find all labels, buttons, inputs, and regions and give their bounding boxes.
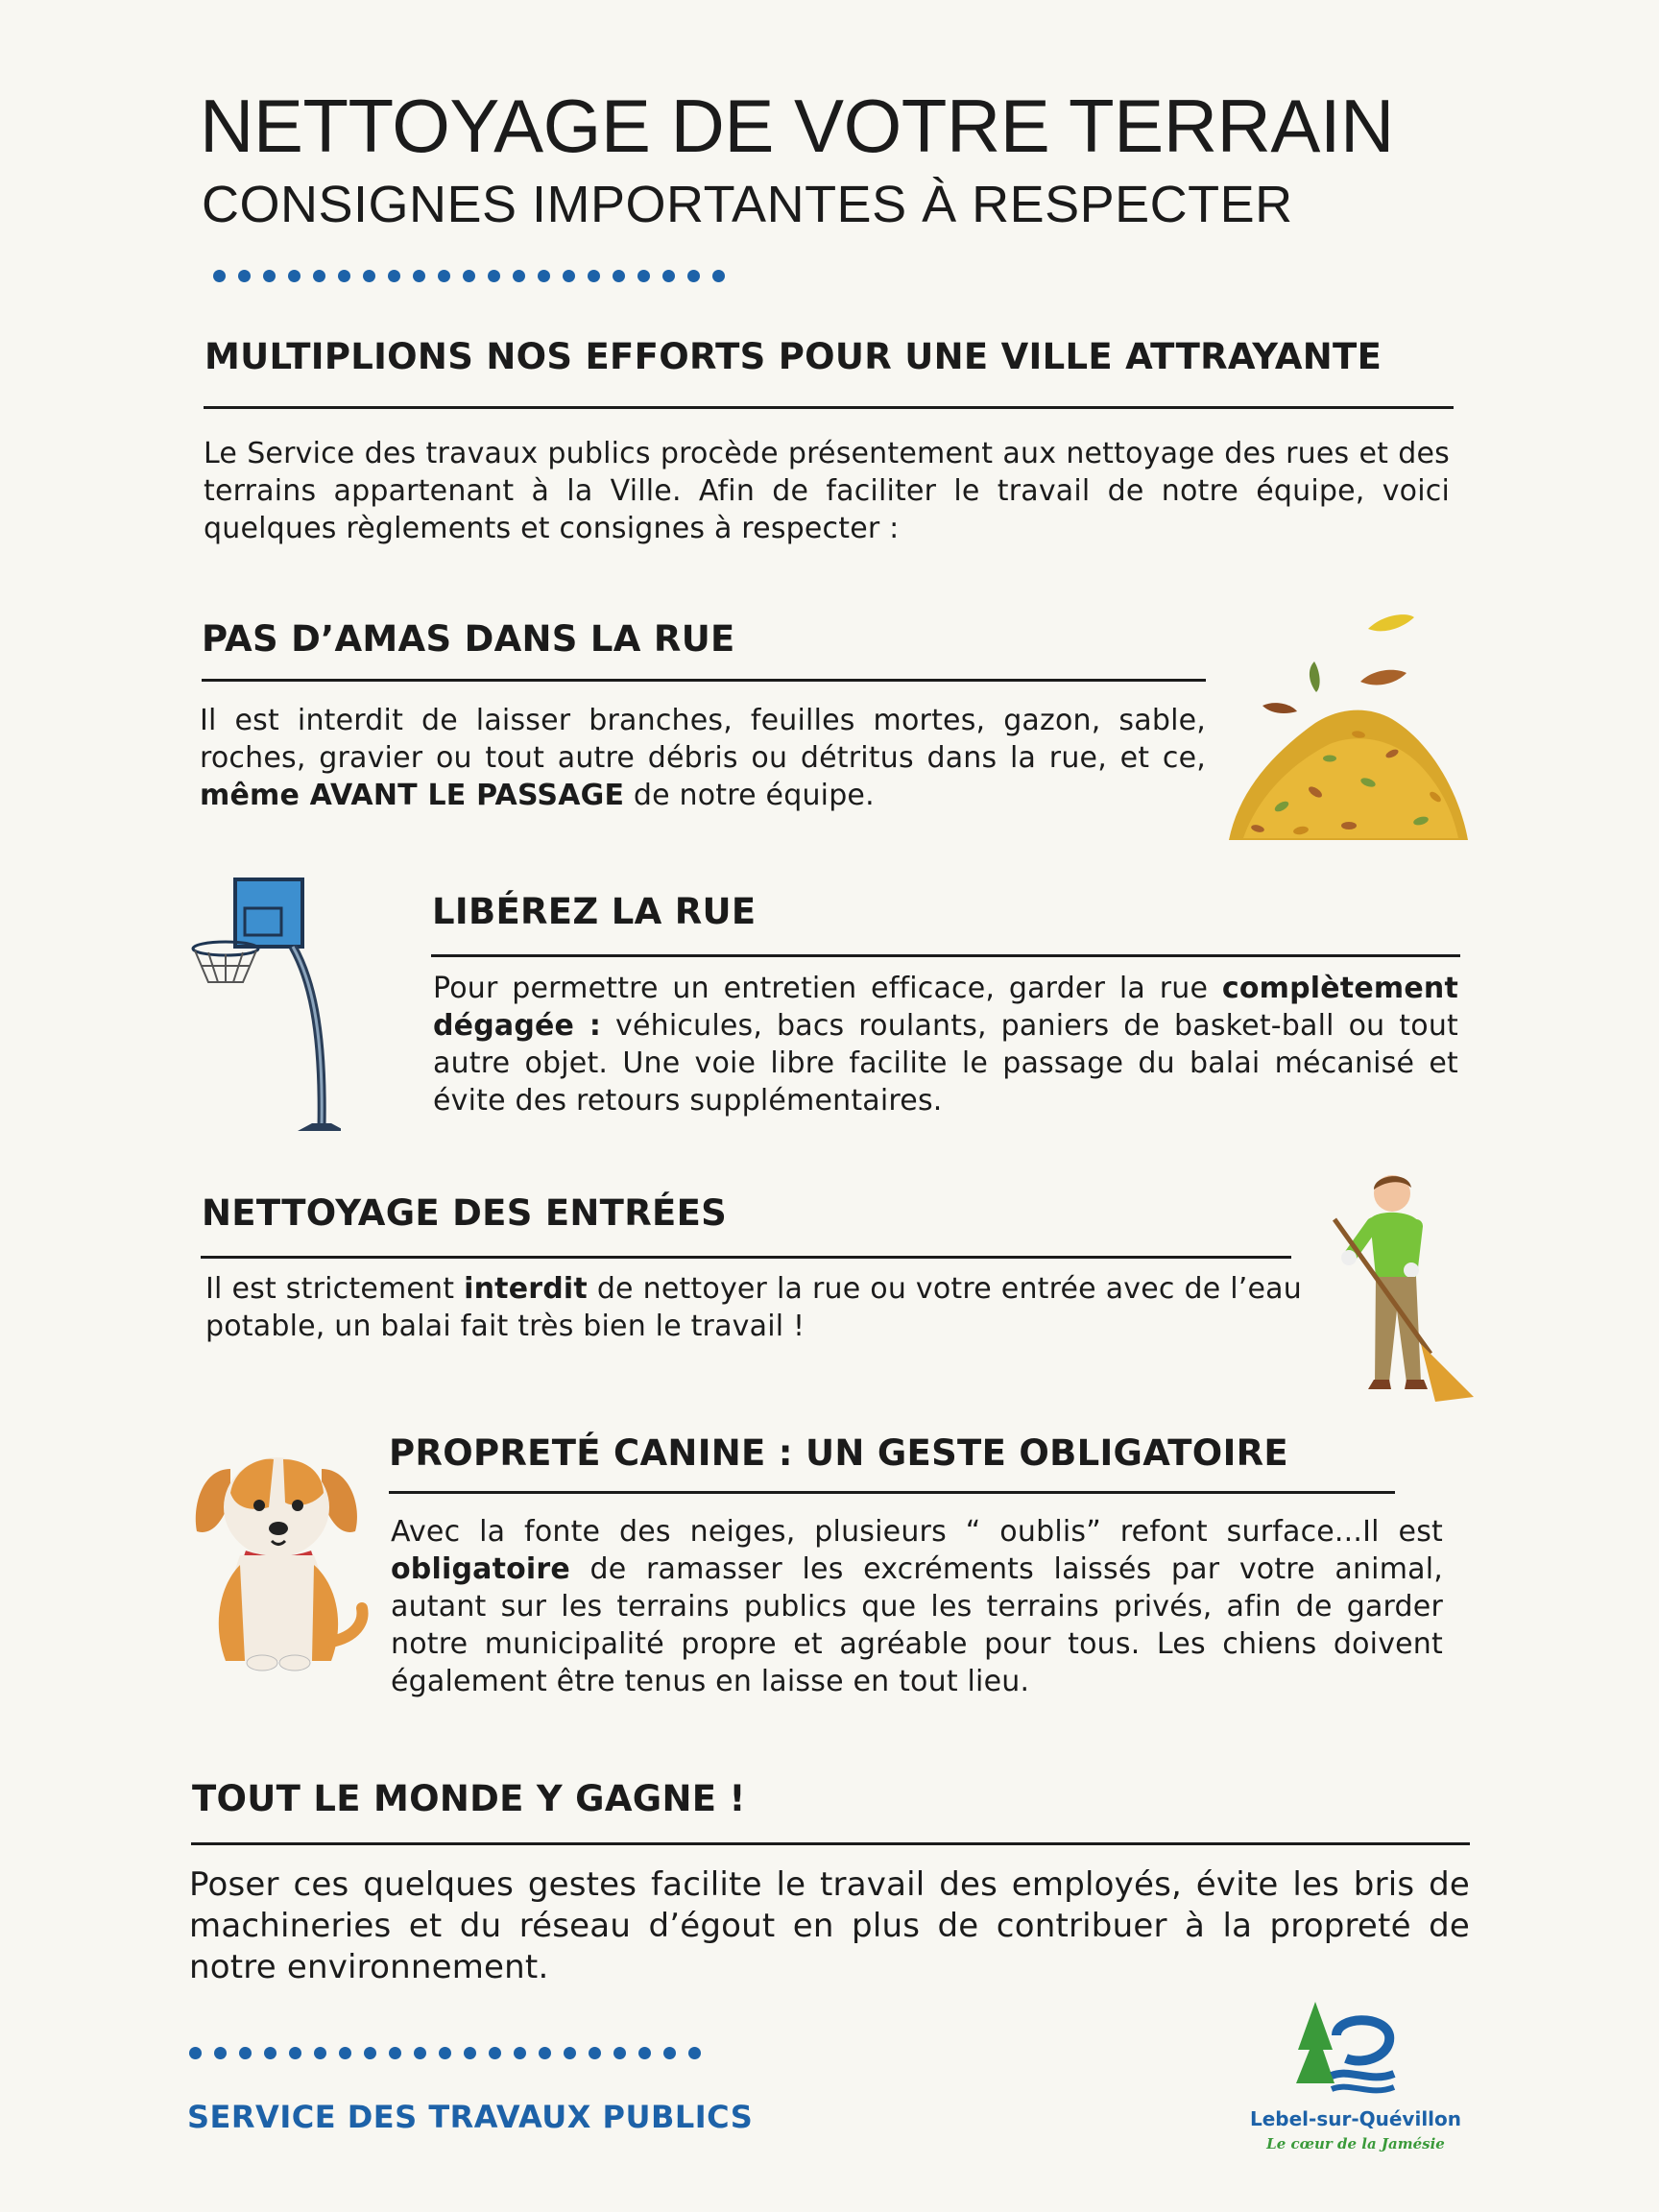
man-sweeping-icon	[1320, 1166, 1474, 1411]
service-footer-title: SERVICE DES TRAVAUX PUBLICS	[187, 2099, 754, 2135]
liberez-heading: LIBÉREZ LA RUE	[432, 891, 757, 932]
logo-tagline: Le cœur de la Jamésie	[1266, 2135, 1445, 2152]
intro-rule	[204, 406, 1454, 409]
logo-name: Lebel-sur-Quévillon	[1249, 2107, 1462, 2130]
canine-text: Avec la fonte des neiges, plusieurs “ oublis” refont surface...Il est obligatoire de ramasser les excréments laissés par votre animal, autant sur les terrains publics que les terrains privés, afin de garder notre municipalité propre et agréable pour tous. Les chiens doivent également être tenus en laisse en tout lieu.	[391, 1515, 1443, 1698]
amas-heading: PAS D’AMAS DANS LA RUE	[202, 618, 735, 660]
liberez-text: Pour permettre un entretien efficace, garder la rue complètement dégagée : véhicules, bacs roulants, paniers de basket-ball ou tout autre objet. Une voie libre facilite le passage du balai mécanisé et évite des retours supplémentaires.	[433, 972, 1459, 1118]
dotted-divider-bottom	[189, 2047, 701, 2059]
page-title: NETTOYAGE DE VOTRE TERRAIN	[200, 84, 1394, 168]
gagne-text: Poser ces quelques gestes facilite le travail des employés, évite les bris de machineries et du réseau d’égout en plus de contribuer à la propreté de notre environnement.	[189, 1865, 1470, 1986]
dog-icon	[187, 1440, 370, 1680]
canine-rule	[389, 1491, 1395, 1494]
entrees-rule	[201, 1256, 1291, 1259]
page-subtitle: CONSIGNES IMPORTANTES À RESPECTER	[202, 176, 1293, 233]
canine-heading: PROPRETÉ CANINE : UN GESTE OBLIGATOIRE	[389, 1432, 1288, 1474]
leaf-pile-icon	[1224, 600, 1474, 859]
city-logo-icon	[1288, 1997, 1404, 2103]
gagne-rule	[191, 1842, 1470, 1845]
liberez-rule	[431, 954, 1460, 957]
amas-text: Il est interdit de laisser branches, feuilles mortes, gazon, sable, roches, gravier ou tout autre débris ou détritus dans la rue, et ce, même AVANT LE PASSAGE de notre équipe.	[200, 704, 1206, 812]
gagne-heading: TOUT LE MONDE Y GAGNE !	[192, 1778, 746, 1819]
amas-rule	[202, 679, 1206, 682]
entrees-text: Il est strictement interdit de nettoyer la rue ou votre entrée avec de l’eau potable, un balai fait très bien le travail !	[205, 1272, 1302, 1343]
dotted-divider-top	[213, 270, 725, 282]
entrees-heading: NETTOYAGE DES ENTRÉES	[202, 1192, 728, 1234]
intro-text: Le Service des travaux publics procède présentement aux nettoyage des rues et des terrains appartenant à la Ville. Afin de faciliter le travail de notre équipe, voici quelques règlements et consignes à respecter :	[204, 437, 1450, 545]
basketball-hoop-icon	[187, 872, 341, 1141]
intro-heading: MULTIPLIONS NOS EFFORTS POUR UNE VILLE ATTRAYANTE	[204, 336, 1382, 377]
